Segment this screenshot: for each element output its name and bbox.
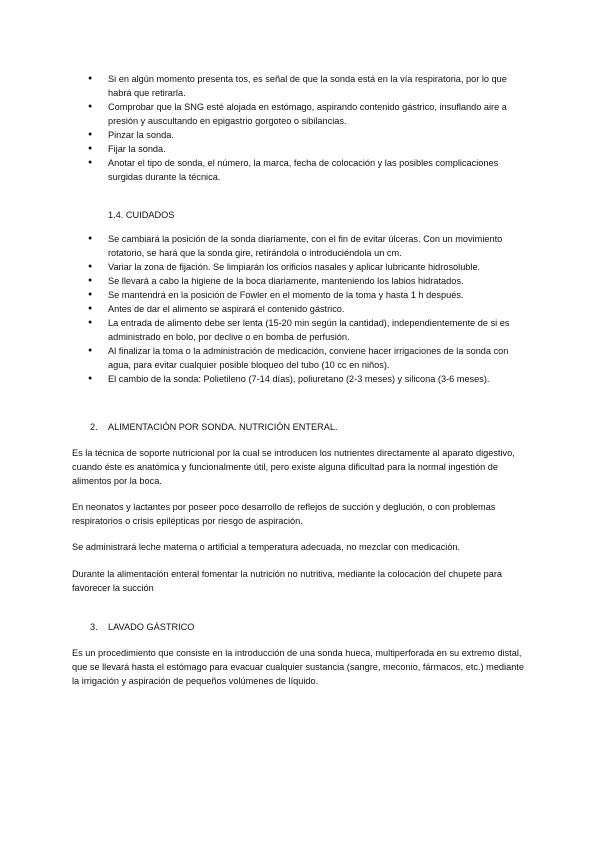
bullet-list-procedure (88, 72, 528, 184)
list-item: ● Anotar el tipo de sonda, el número, la marca, fecha de colocación y las posibles complicaciones surgidas durante la técnica. (88, 156, 528, 184)
paragraph: En neonatos y lactantes por poseer poco desarrollo de reflejos de succión y deglución, o con problemas respiratorios o crisis epilépticas por riesgo de aspiración. (72, 502, 496, 526)
section-heading-lavado (90, 620, 194, 634)
list-item: ● Variar la zona de fijación. Se limpiarán los orificios nasales y aplicar lubricante hidrosoluble. (88, 260, 528, 274)
paragraph: Durante la alimentación enteral fomentar la nutrición no nutritiva, mediante la colocación del chupete para favorecer la succión (72, 569, 503, 593)
section-heading-alimentacion (90, 420, 338, 434)
list-item: ● El cambio de la sonda: Polietileno (7-14 días), poliuretano (2-3 meses) y silicona (3-6 meses). (88, 372, 528, 386)
bullet-list-cuidados (88, 232, 528, 386)
paragraph: Es un procedimiento que consiste en la introducción de una sonda hueca, multiperforada en su extremo distal, que se llevará hasta el estómago para evacuar cualquier sustancia (sangre, meconio, fármacos, etc.) mediante la irrigación y aspiración de pequeños volúmenes de líquido. (72, 648, 524, 686)
section-number: 3. (90, 622, 98, 632)
section-title: ALIMENTACIÓN POR SONDA. NUTRICIÓN ENTERAL. (108, 422, 338, 432)
paragraph: Es la técnica de soporte nutricional por la cual se introducen los nutrientes directamente al aparato digestivo, cuando éste es anatómica y funcionalmente útil, pero existe alguna dificultad para la normal ingestión de alimentos por la boca. (72, 448, 515, 486)
subheading-cuidados: 1.4. CUIDADOS (108, 210, 175, 220)
list-item: ● Se cambiará la posición de la sonda diariamente, con el fin de evitar úlceras. Con un movimiento rotatorio, se hará que la sonda gire, retirándola o introduciéndola un cm. (88, 232, 528, 260)
list-item: ● La entrada de alimento debe ser lenta (15-20 min según la cantidad), independientemente de si es administrado en bolo, por declive o en bomba de perfusión. (88, 316, 528, 344)
list-item: ● Comprobar que la SNG esté alojada en estómago, aspirando contenido gástrico, insuflando aire a presión y auscultando en epigastrio gorgoteo o sibilancias. (88, 100, 528, 128)
list-item: ● Al finalizar la toma o la administración de medicación, conviene hacer irrigaciones de la sonda con agua, para evitar cualquier posible bloqueo del tubo (10 cc en niños). (88, 344, 528, 372)
list-item: ● Fijar la sonda. (88, 142, 528, 156)
list-item: ● Antes de dar el alimento se aspirará el contenido gástrico. (88, 302, 528, 316)
list-item: ● Pinzar la sonda. (88, 128, 528, 142)
paragraph: Se administrará leche materna o artificial a temperatura adecuada, no mezclar con medicación. (72, 542, 461, 552)
section-title: LAVADO GÁSTRICO (108, 622, 195, 632)
section-number: 2. (90, 422, 98, 432)
list-item: ● Se llevará a cabo la higiene de la boca diariamente, manteniendo los labios hidratados. (88, 274, 528, 288)
list-item: ● Se mantendrá en la posición de Fowler en el momento de la toma y hasta 1 h después. (88, 288, 528, 302)
list-item: ● Si en algún momento presenta tos, es señal de que la sonda está en la vía respiratoria, por lo que habrá que retirarla. (88, 72, 528, 100)
